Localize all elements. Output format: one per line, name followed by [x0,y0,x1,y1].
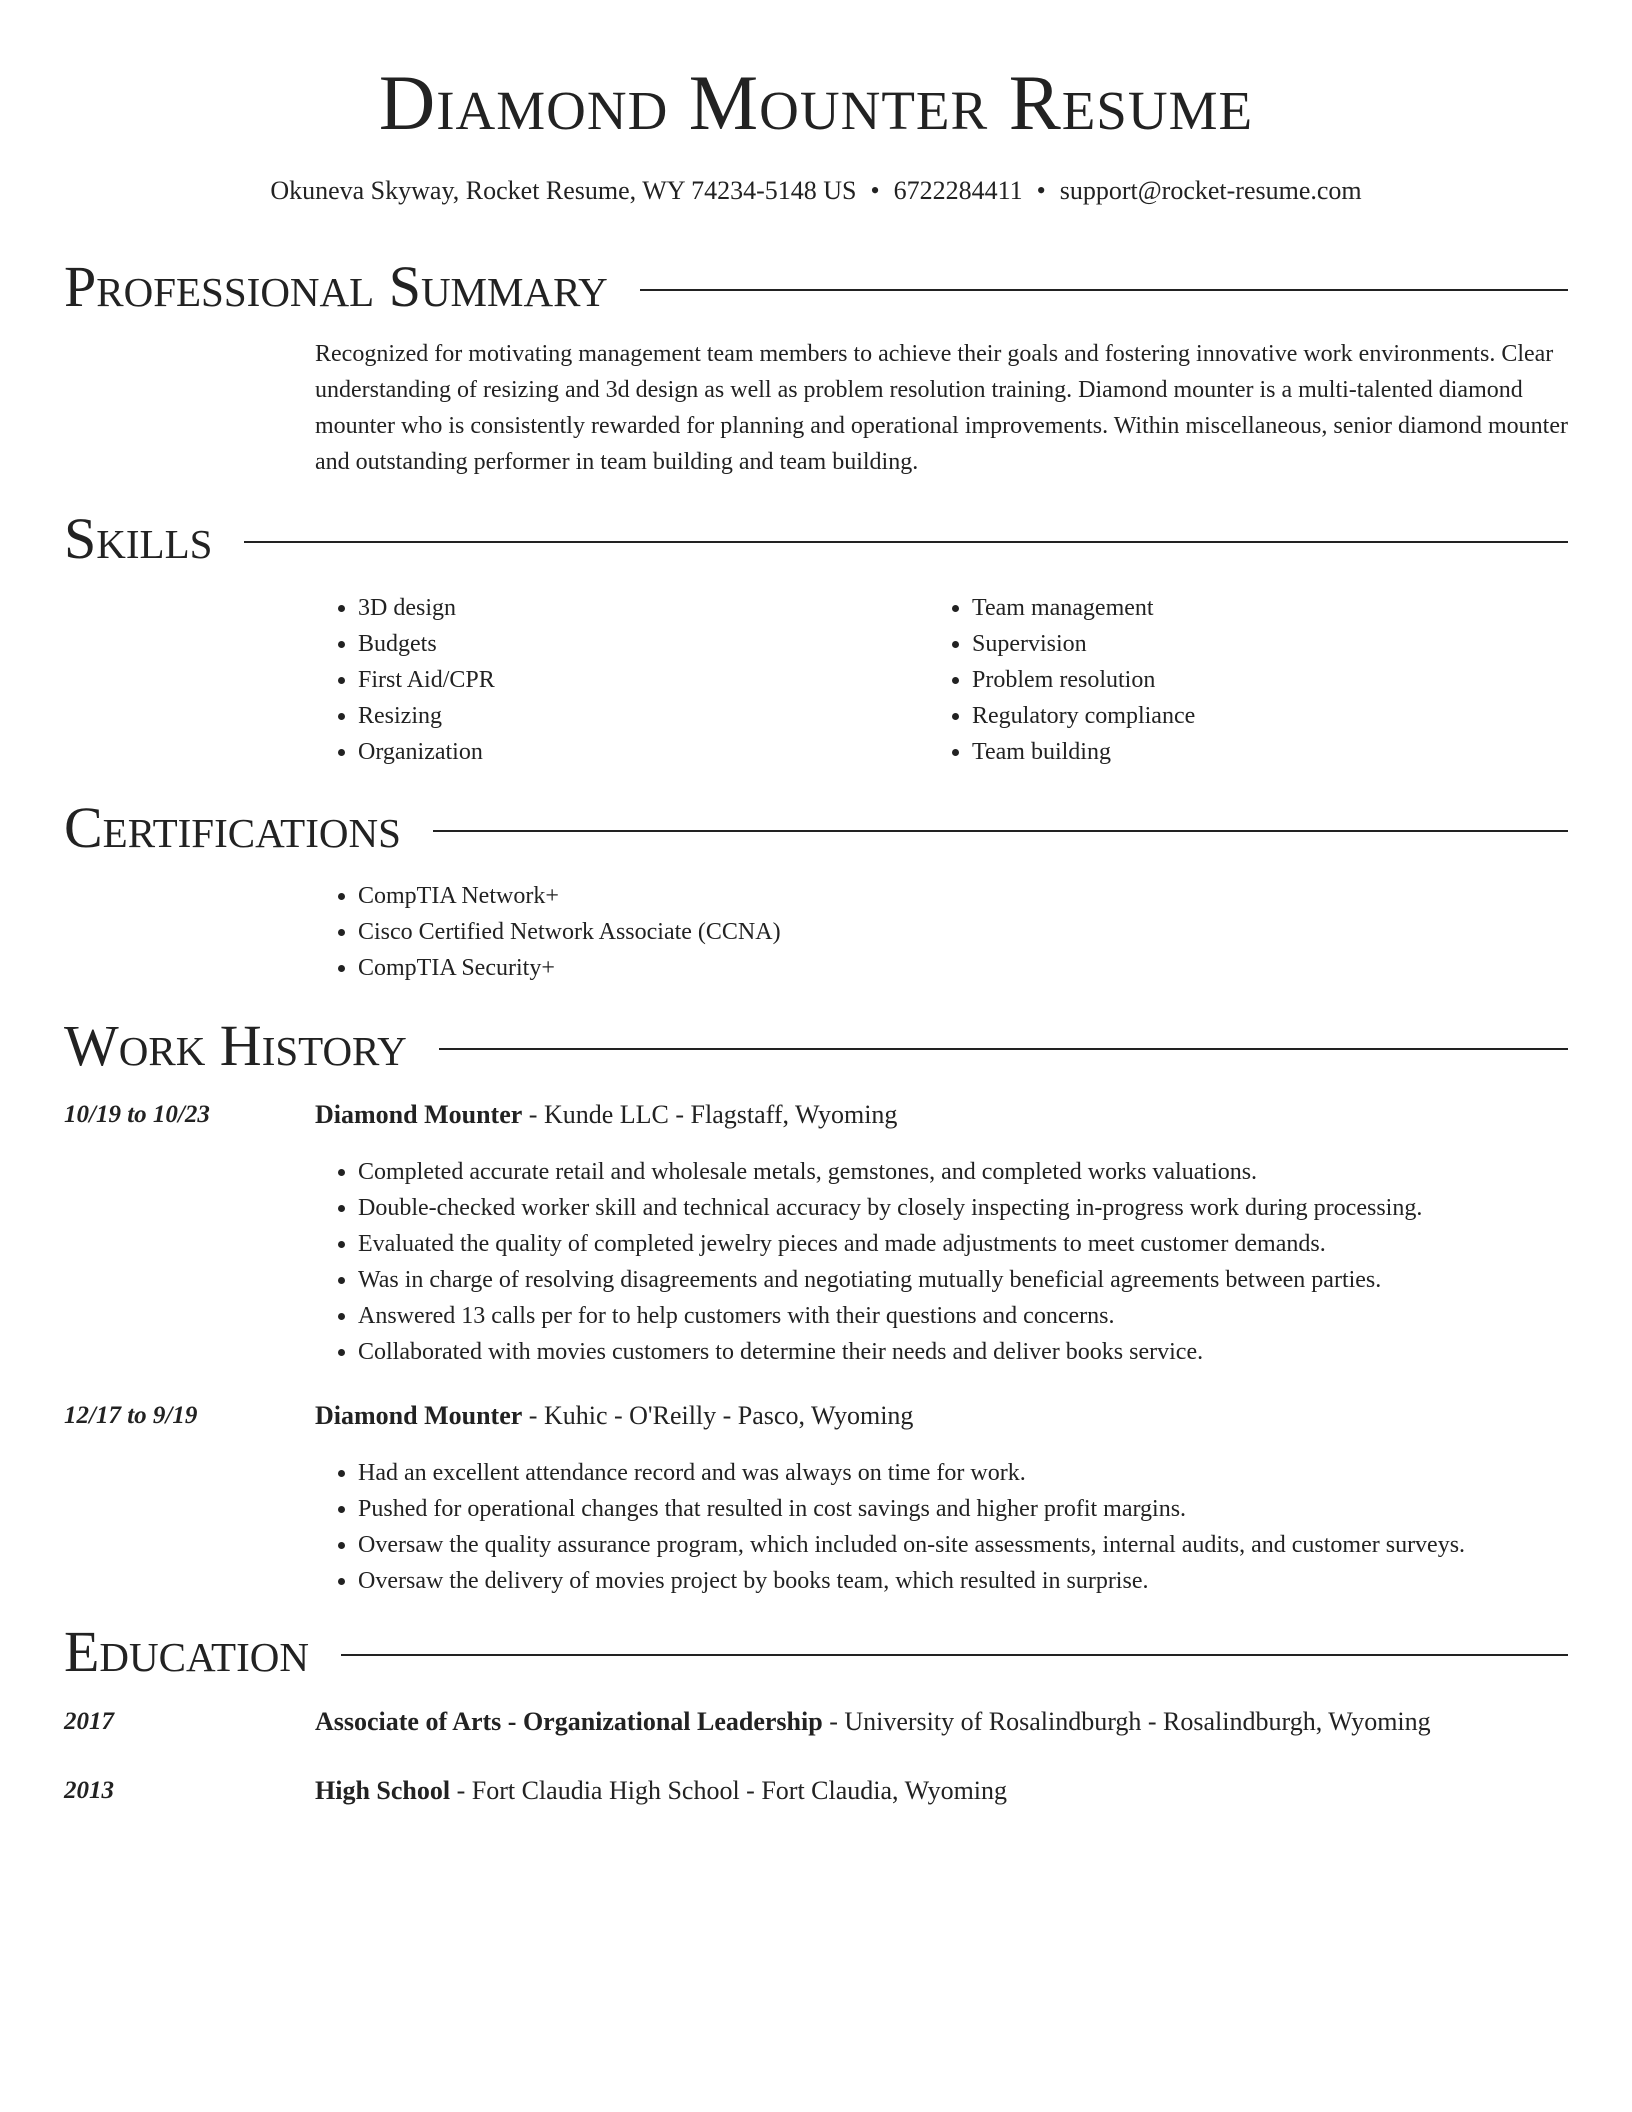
job-bullet: • Completed accurate retail and wholesale metals, gemstones, and completed works valuations. [358,1154,1574,1190]
job-bullets [314,1455,1574,1599]
job-bullet: • Collaborated with movies customers to determine their needs and deliver books service. [358,1334,1574,1370]
section-header-summary [64,252,1568,322]
section-rule [244,541,1568,543]
separator: • [870,176,880,205]
job-dates: 12/17 to 9/19 [64,1402,198,1429]
section-header-education [64,1617,1568,1687]
address: Okuneva Skyway, Rocket Resume, WY 74234-5148 US [270,176,857,205]
job-title: Diamond Mounter [315,1100,523,1129]
skills-right-column [928,590,1488,770]
section-header-certifications [64,793,1568,863]
skill-item: • Organization [358,734,874,770]
job-employer: - Kunde LLC - Flagstaff, Wyoming [522,1100,898,1129]
job-employer: - Kuhic - O'Reilly - Pasco, Wyoming [522,1401,914,1430]
contact-line [0,174,1632,208]
skill-item: • Resizing [358,698,874,734]
job-title-line [315,1398,1575,1434]
section-title: Certifications [64,795,401,860]
section-title: Work History [64,1013,407,1078]
skill-item: • Team building [972,734,1488,770]
section-rule [433,830,1568,832]
job-bullet: • Oversaw the delivery of movies project by books team, which resulted in surprise. [358,1563,1574,1599]
certification-item: • CompTIA Network+ [358,878,1574,914]
education-degree: High School [315,1776,451,1805]
section-title: Professional Summary [64,254,608,319]
section-rule [341,1654,1568,1656]
separator: • [1036,176,1046,205]
job-dates: 10/19 to 10/23 [64,1101,210,1128]
skill-item: • Team management [972,590,1488,626]
resume-title: Diamond Mounter Resume [378,59,1254,146]
skill-item: • 3D design [358,590,874,626]
job-bullet: • Pushed for operational changes that resulted in cost savings and higher profit margins. [358,1491,1574,1527]
summary-text: Recognized for motivating management team members to achieve their goals and fostering innovative work environments. Clear understanding of resizing and 3d design as well as problem resolution training. Diamond mounter is a multi-talented diamond mounter who is consistently rewarded for planning and operational improvements. Within miscellaneous, senior diamond mounter and outstanding performer in team building and team building. [315,341,1568,475]
job-bullet: • Answered 13 calls per for to help customers with their questions and concerns. [358,1298,1574,1334]
education-year: 2013 [64,1777,114,1804]
job-bullet: • Was in charge of resolving disagreements and negotiating mutually beneficial agreements between parties. [358,1262,1574,1298]
section-rule [439,1048,1568,1050]
education-school: - Fort Claudia High School - Fort Claudia, Wyoming [450,1776,1008,1805]
skill-item: • Problem resolution [972,662,1488,698]
education-line [315,1704,1575,1740]
certification-item: • Cisco Certified Network Associate (CCNA) [358,914,1574,950]
section-rule [640,289,1568,291]
education-school: - University of Rosalindburgh - Rosalindburgh, Wyoming [822,1707,1431,1736]
section-title: Skills [64,506,213,571]
email: support@rocket-resume.com [1059,176,1362,205]
certifications-list [314,878,1574,986]
skill-item: • First Aid/CPR [358,662,874,698]
skill-item: • Budgets [358,626,874,662]
skill-item: • Supervision [972,626,1488,662]
education-degree: Associate of Arts - Organizational Leadership [315,1707,823,1736]
job-bullet: • Double-checked worker skill and technical accuracy by closely inspecting in-progress work during processing. [358,1190,1574,1226]
job-bullet: • Had an excellent attendance record and was always on time for work. [358,1455,1574,1491]
section-title: Education [64,1619,309,1684]
section-header-work-history [64,1011,1568,1081]
job-title-line [315,1097,1575,1133]
education-line [315,1773,1575,1809]
job-title: Diamond Mounter [315,1401,523,1430]
job-bullets [314,1154,1574,1370]
skill-item: • Regulatory compliance [972,698,1488,734]
certification-item: • CompTIA Security+ [358,950,1574,986]
skills-left-column [314,590,874,770]
job-bullet: • Oversaw the quality assurance program, which included on-site assessments, internal audits, and customer surveys. [358,1527,1574,1563]
education-year: 2017 [64,1708,114,1735]
job-bullet: • Evaluated the quality of completed jewelry pieces and made adjustments to meet customer demands. [358,1226,1574,1262]
phone: 6722284411 [893,176,1023,205]
section-header-skills [64,504,1568,574]
